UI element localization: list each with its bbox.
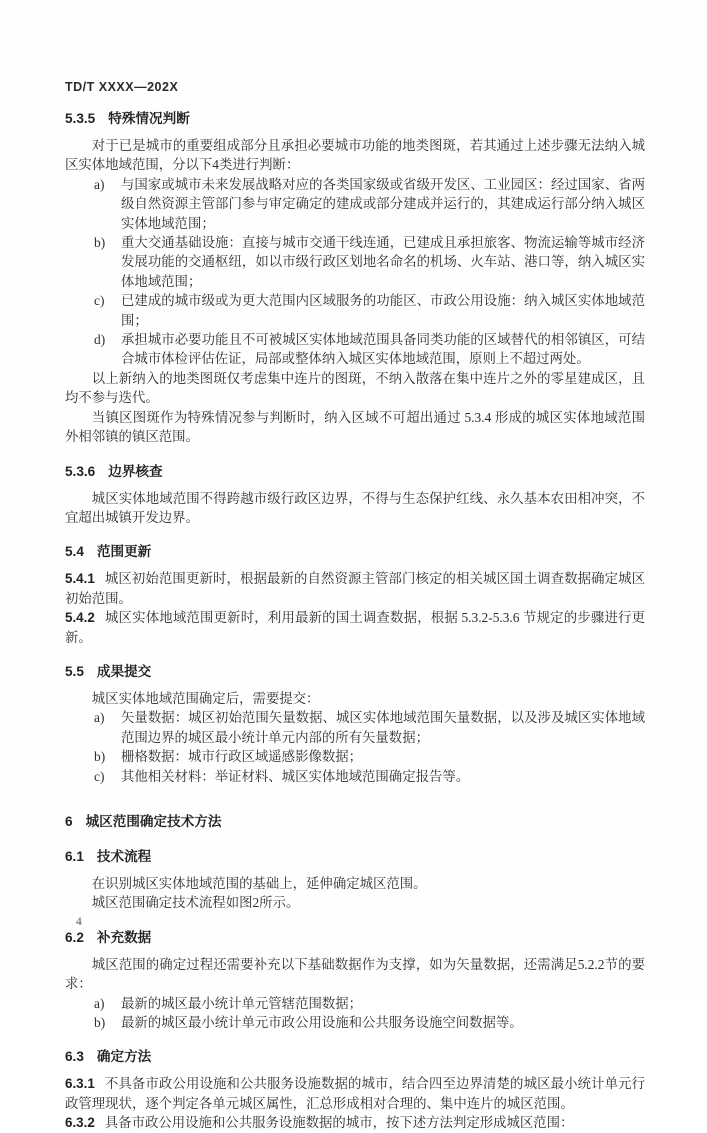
paragraph: 城区实体地域范围确定后，需要提交： [91, 690, 320, 706]
list-item-text: 已建成的城市级或为更大范围内区域服务的功能区、市政公用设施：纳入城区实体地域范围； [121, 293, 645, 328]
clause-text: 城区初始范围更新时，根据最新的自然资源主管部门核定的相关城区国土调查数据确定城区初始范围。 [65, 571, 645, 606]
heading-5-3-6 [65, 460, 645, 480]
clause-number: 5.4.2 [65, 610, 95, 626]
heading-title: 成果提交 [96, 663, 152, 679]
list-item-text: 矢量数据：城区初始范围矢量数据、城区实体地域范围矢量数据，以及涉及城区实体地域范围边界的城区最小统计单元内部的所有矢量数据； [121, 710, 645, 745]
heading-title: 范围更新 [96, 544, 152, 560]
clause-text: 不具备市政公用设施和公共服务设施数据的城市，结合四至边界清楚的城区最小统计单元行政管理现状，逐个判定各单元城区属性，汇总形成相对合理的、集中连片的城区范围。 [65, 1076, 645, 1111]
heading-6-3 [65, 1045, 645, 1065]
heading-title: 确定方法 [96, 1049, 152, 1065]
paragraph: 在识别城区实体地域范围的基础上，延伸确定城区范围。 [91, 875, 427, 891]
list-item-text: 栅格数据：城市行政区域遥感影像数据； [121, 749, 363, 765]
heading-number: 5.5 [65, 663, 84, 679]
list-item [65, 291, 645, 330]
list-item-label: a) [94, 710, 105, 726]
heading-number: 5.3.5 [65, 111, 96, 126]
list-item-label: b) [94, 235, 106, 251]
clause-5-4-2 [65, 608, 645, 647]
list-item [65, 175, 645, 233]
list-item [65, 330, 645, 369]
heading-number: 6.1 [65, 848, 84, 864]
list-item [65, 767, 645, 786]
heading-6-1 [65, 845, 645, 865]
paragraph: 城区范围的确定过程还需要补充以下基础数据作为支撑，如为矢量数据，还需满足5.2.2节的要求： [65, 956, 645, 992]
heading-title: 技术流程 [96, 848, 152, 864]
paragraph: 城区实体地域范围不得跨越市级行政区边界，不得与生态保护红线、永久基本农田相冲突，不宜超出城镇开发边界。 [65, 490, 645, 525]
list-item-label: b) [94, 749, 106, 765]
page-number: 4 [76, 916, 82, 928]
heading-title: 城区范围确定技术方法 [85, 813, 222, 829]
heading-title: 边界核查 [108, 463, 163, 479]
list-item [65, 708, 645, 747]
list-item [65, 994, 645, 1013]
paragraph: 以上新纳入的地类图斑仅考虑集中连片的图斑，不纳入散落在集中连片之外的零星建成区，且均不参与迭代。 [65, 370, 645, 406]
list-item-label: d) [94, 332, 106, 348]
clause-text: 城区实体地域范围更新时，利用最新的国土调查数据，根据 5.3.2-5.3.6 节规定的步骤进行更新。 [65, 610, 645, 645]
heading-number: 5.3.6 [65, 463, 96, 479]
heading-title: 特殊情况判断 [108, 111, 190, 126]
list-item-label: b) [94, 1015, 106, 1030]
clause-number: 5.4.1 [65, 571, 95, 587]
heading-5-3-5 [65, 107, 645, 127]
paragraph: 当镇区图斑作为特殊情况参与判断时，纳入区域不可超出通过 5.3.4 形成的城区实体地域范围外相邻镇的镇区范围。 [65, 409, 645, 445]
list-item [65, 233, 645, 291]
paragraph: 城区范围确定技术流程如图2所示。 [91, 895, 300, 911]
list-item-label: a) [94, 176, 105, 192]
clause-text: 具备市政公用设施和公共服务设施数据的城市，按下述方法判定形成城区范围： [104, 1115, 574, 1131]
heading-number: 6.2 [65, 929, 84, 945]
list-item-text: 重大交通基础设施：直接与城市交通干线连通，已建成且承担旅客、物流运输等城市经济发展功能的交通枢纽，如以市级行政区划地名命名的机场、火车站、港口等，纳入城区实体地域范围； [121, 235, 645, 289]
clause-number: 6.3.1 [65, 1076, 95, 1092]
list-item-text: 最新的城区最小统计单元管辖范围数据； [121, 995, 363, 1011]
heading-title: 补充数据 [96, 929, 152, 945]
standard-code: TD/T XXXX—202X [65, 80, 179, 94]
paragraph: 对于已是城市的重要组成部分且承担必要城市功能的地类图斑，若其通过上述步骤无法纳入城区实体地域范围，分以下4类进行判断： [65, 138, 645, 173]
heading-6-2 [65, 926, 645, 946]
list-item-text: 其他相关材料：举证材料、城区实体地域范围确定报告等。 [121, 768, 470, 784]
heading-number: 6 [65, 813, 73, 829]
heading-5-4 [65, 540, 645, 560]
clause-6-3-1 [65, 1074, 645, 1113]
list-item [65, 747, 645, 766]
list-item-label: c) [94, 768, 105, 784]
heading-5-5 [65, 660, 645, 680]
list-item-label: c) [94, 293, 105, 309]
clause-6-3-2 [65, 1113, 645, 1132]
heading-number: 5.4 [65, 544, 84, 560]
list-item [65, 1013, 645, 1032]
list-item-label: a) [94, 995, 105, 1011]
heading-number: 6.3 [65, 1049, 84, 1065]
list-item-text: 承担城市必要功能且不可被城区实体地域范围具备同类功能的区域替代的相邻镇区，可结合城市体检评估佐证，局部或整体纳入城区实体地域范围，原则上不超过两处。 [121, 332, 645, 367]
clause-5-4-1 [65, 569, 645, 608]
heading-6 [65, 810, 645, 830]
list-item-text: 与国家或城市未来发展战略对应的各类国家级或省级开发区、工业园区：经过国家、省两级自然资源主管部门参与审定确定的建成或部分建成并运行的，其建成运行部分纳入城区实体地域范围； [121, 176, 645, 231]
clause-number: 6.3.2 [65, 1115, 95, 1131]
list-item-text: 最新的城区最小统计单元市政公用设施和公共服务设施空间数据等。 [121, 1015, 523, 1030]
